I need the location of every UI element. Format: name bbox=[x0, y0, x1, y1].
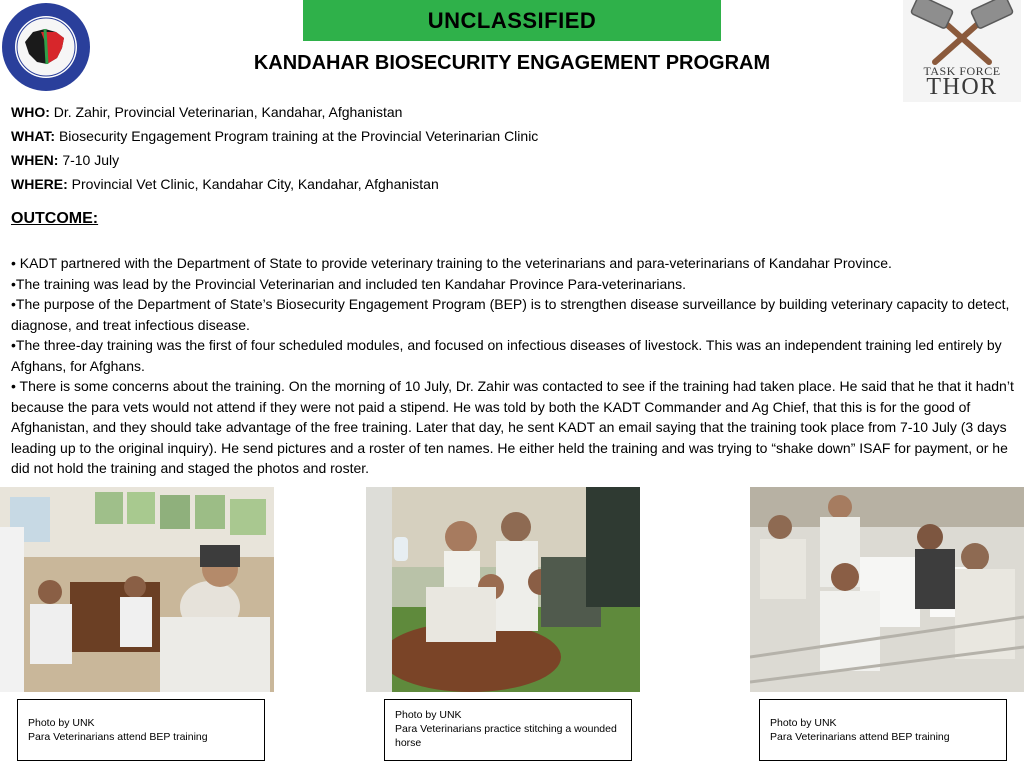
outcome-body bbox=[11, 253, 1019, 479]
when-label: WHEN: bbox=[11, 152, 59, 168]
where-label: WHERE: bbox=[11, 176, 68, 192]
outcome-bullet: •The training was lead by the Provincial Veterinarian and included ten Kandahar Province Para-veterinarians. bbox=[11, 275, 686, 292]
when-line bbox=[11, 151, 119, 169]
caption-description: Para Veterinarians practice stitching a wounded horse bbox=[395, 723, 617, 749]
photo-caption bbox=[384, 699, 632, 761]
floor-training-photo-icon bbox=[750, 487, 1024, 692]
crossed-hammers-icon bbox=[903, 0, 1021, 66]
photo-classroom-training bbox=[0, 487, 274, 692]
who-line bbox=[11, 103, 402, 121]
page-title: KANDAHAR BIOSECURITY ENGAGEMENT PROGRAM bbox=[253, 52, 771, 74]
outcome-bullet: •The purpose of the Department of State’s Biosecurity Engagement Program (BEP) is to strengthen disease surveillance by building veterinary capacity to detect, diagnose, and treat infectious disease. bbox=[11, 296, 1010, 333]
where-line bbox=[11, 175, 439, 193]
classification-label: UNCLASSIFIED bbox=[427, 7, 597, 33]
caption-credit: Photo by UNK bbox=[28, 717, 95, 729]
outcome-heading: OUTCOME: bbox=[11, 210, 99, 227]
photo-caption bbox=[17, 699, 265, 761]
photo-floor-training bbox=[750, 487, 1024, 692]
isaf-seal-logo bbox=[1, 2, 91, 92]
logo-line-thor: THOR bbox=[926, 74, 998, 100]
where-value: Provincial Vet Clinic, Kandahar City, Kandahar, Afghanistan bbox=[67, 176, 439, 192]
isaf-seal-icon bbox=[1, 2, 91, 92]
caption-description: Para Veterinarians attend BEP training bbox=[28, 731, 208, 743]
caption-description: Para Veterinarians attend BEP training bbox=[770, 731, 950, 743]
logo-line-task-force: TASK FORCE bbox=[923, 64, 1001, 78]
task-force-thor-logo bbox=[903, 0, 1021, 102]
caption-credit: Photo by UNK bbox=[395, 709, 462, 721]
outcome-bullet: • There is some concerns about the training. On the morning of 10 July, Dr. Zahir was contacted to see if the training had taken place. He said that he that it hadn’t because the para vets would not attend if they were not paid a stipend. He was told by both the KADT Commander and Ag Chief, that this is for the good of Afghanistan, and they should take advantage of the free training. Later that day, he sent KADT an email saying that the training took place from 7-10 July (3 days leading up to the original inquiry). He send pictures and a roster of ten names. He either held the training and was trying to “shake down” ISAF for payment, or he did not hold the training and staged the photos and roster. bbox=[11, 378, 1014, 476]
when-value: 7-10 July bbox=[58, 152, 120, 168]
what-value: Biosecurity Engagement Program training at the Provincial Veterinarian Clinic bbox=[55, 128, 539, 144]
photo-horse-stitching bbox=[366, 487, 640, 692]
what-label: WHAT: bbox=[11, 128, 56, 144]
outcome-bullet: •The three-day training was the first of four scheduled modules, and focused on infectious diseases of livestock. This was an independent training led entirely by Afghans, for Afghans. bbox=[11, 337, 1002, 374]
what-line bbox=[11, 127, 538, 145]
horse-stitching-photo-icon bbox=[366, 487, 640, 692]
outcome-bullet: • KADT partnered with the Department of State to provide veterinary training to the veterinarians and para-veterinarians of Kandahar Province. bbox=[11, 255, 892, 271]
classroom-photo-icon bbox=[0, 487, 274, 692]
photo-caption bbox=[759, 699, 1007, 761]
who-label: WHO: bbox=[11, 104, 50, 120]
who-value: Dr. Zahir, Provincial Veterinarian, Kandahar, Afghanistan bbox=[49, 104, 403, 120]
classification-banner bbox=[303, 0, 721, 41]
caption-credit: Photo by UNK bbox=[770, 717, 837, 729]
